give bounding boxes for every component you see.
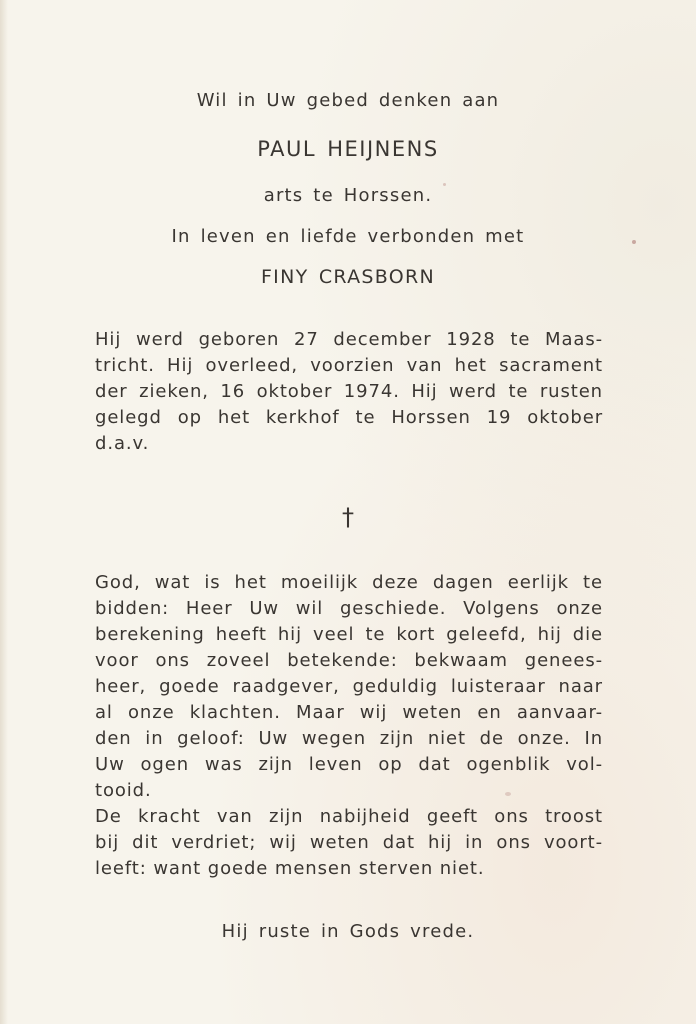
bio-line: Hij werd geboren 27 december 1928 te Maas-	[95, 329, 603, 350]
biography-paragraph	[95, 327, 603, 457]
bio-line: gelegd op het kerkhof te Horssen 19 oktober	[95, 407, 603, 428]
prayer-line: God, wat is het moeilijk deze dagen eerlijk te	[95, 572, 603, 593]
prayer-line: bij dit verdriet; wij weten dat hij in ons voort-	[95, 832, 603, 853]
prayer-line: heer, goede raadgever, geduldig luisteraar naar	[95, 676, 603, 697]
bio-line: d.a.v.	[95, 433, 150, 454]
partner-name: FINY CRASBORN	[260, 266, 436, 288]
intro-text: Wil in Uw gebed denken aan	[196, 90, 500, 111]
prayer-line: De kracht van zijn nabijheid geeft ons troost	[95, 806, 603, 827]
cross-icon: †	[342, 503, 354, 531]
prayer-line: den in geloof: Uw wegen zijn niet de onze. In	[95, 728, 603, 749]
prayer-line: al onze klachten. Maar wij weten en aanvaar-	[95, 702, 603, 723]
prayer-line: tooid.	[95, 780, 152, 801]
paper-speck	[632, 240, 636, 244]
profession-text: arts te Horssen.	[263, 185, 433, 206]
deceased-name: PAUL HEIJNENS	[257, 137, 439, 161]
bio-line: tricht. Hij overleed, voorzien van het sacrament	[95, 355, 603, 376]
closing-text: Hij ruste in Gods vrede.	[221, 921, 475, 942]
prayer-line: voor ons zoveel betekende: bekwaam genees-	[95, 650, 603, 671]
bio-line: der zieken, 16 oktober 1974. Hij werd te rusten	[95, 381, 603, 402]
paper-speck	[505, 792, 511, 796]
prayer-line: bidden: Heer Uw wil geschiede. Volgens onze	[95, 598, 603, 619]
prayer-paragraph	[95, 570, 603, 882]
paper-speck	[443, 183, 446, 186]
prayer-line: Uw ogen was zijn leven op dat ogenblik vol-	[95, 754, 603, 775]
prayer-line: leeft: want goede mensen sterven niet.	[95, 858, 485, 879]
relation-text: In leven en liefde verbonden met	[171, 226, 525, 247]
prayer-line: berekening heeft hij veel te kort geleefd, hij die	[95, 624, 603, 645]
